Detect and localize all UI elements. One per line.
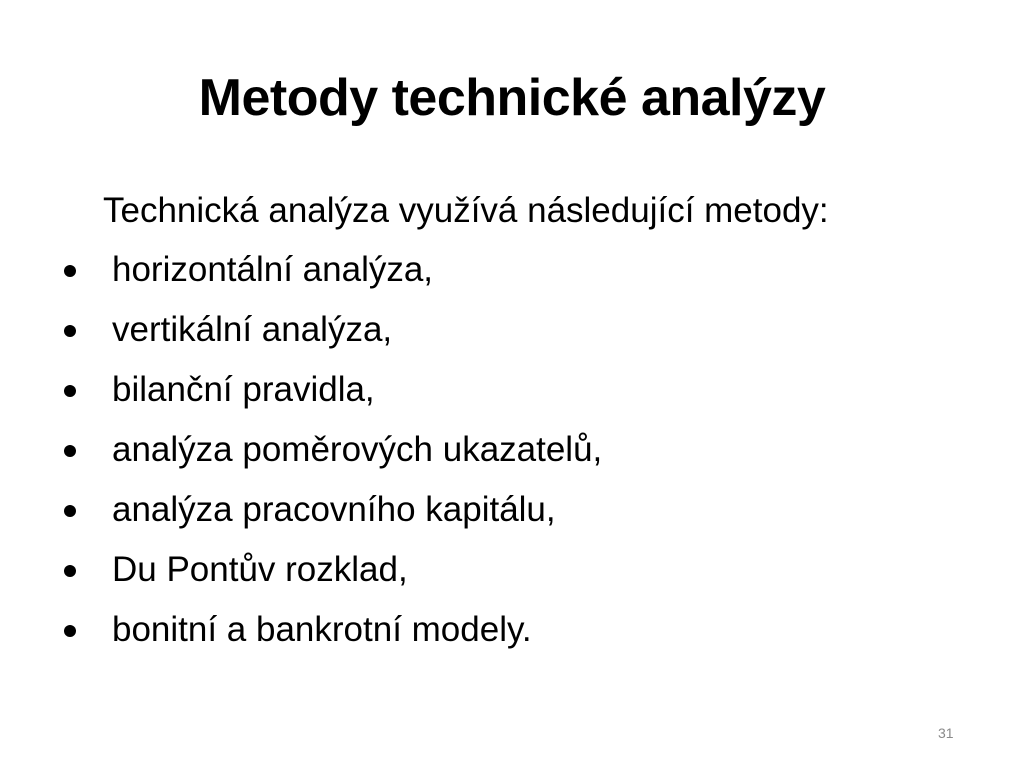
list-item-text: Du Pontův rozklad, <box>112 550 408 589</box>
page-number: 31 <box>938 725 954 741</box>
bullet-icon <box>64 325 76 337</box>
list-item-text: horizontální analýza, <box>112 250 434 289</box>
bullet-icon <box>64 505 76 517</box>
intro-text: Technická analýza využívá následující metody: <box>103 191 829 230</box>
list-item-text: bonitní a bankrotní modely. <box>112 610 532 649</box>
bullet-icon <box>64 385 76 397</box>
bullet-icon <box>64 265 76 277</box>
list-item-text: analýza pracovního kapitálu, <box>112 490 556 529</box>
list-item-text: vertikální analýza, <box>112 310 393 349</box>
list-item-text: analýza poměrových ukazatelů, <box>112 430 603 469</box>
bullet-icon <box>64 625 76 637</box>
bullet-icon <box>64 445 76 457</box>
slide-title: Metody technické analýzy <box>198 69 826 127</box>
list-item-text: bilanční pravidla, <box>112 370 375 409</box>
bullet-icon <box>64 565 76 577</box>
